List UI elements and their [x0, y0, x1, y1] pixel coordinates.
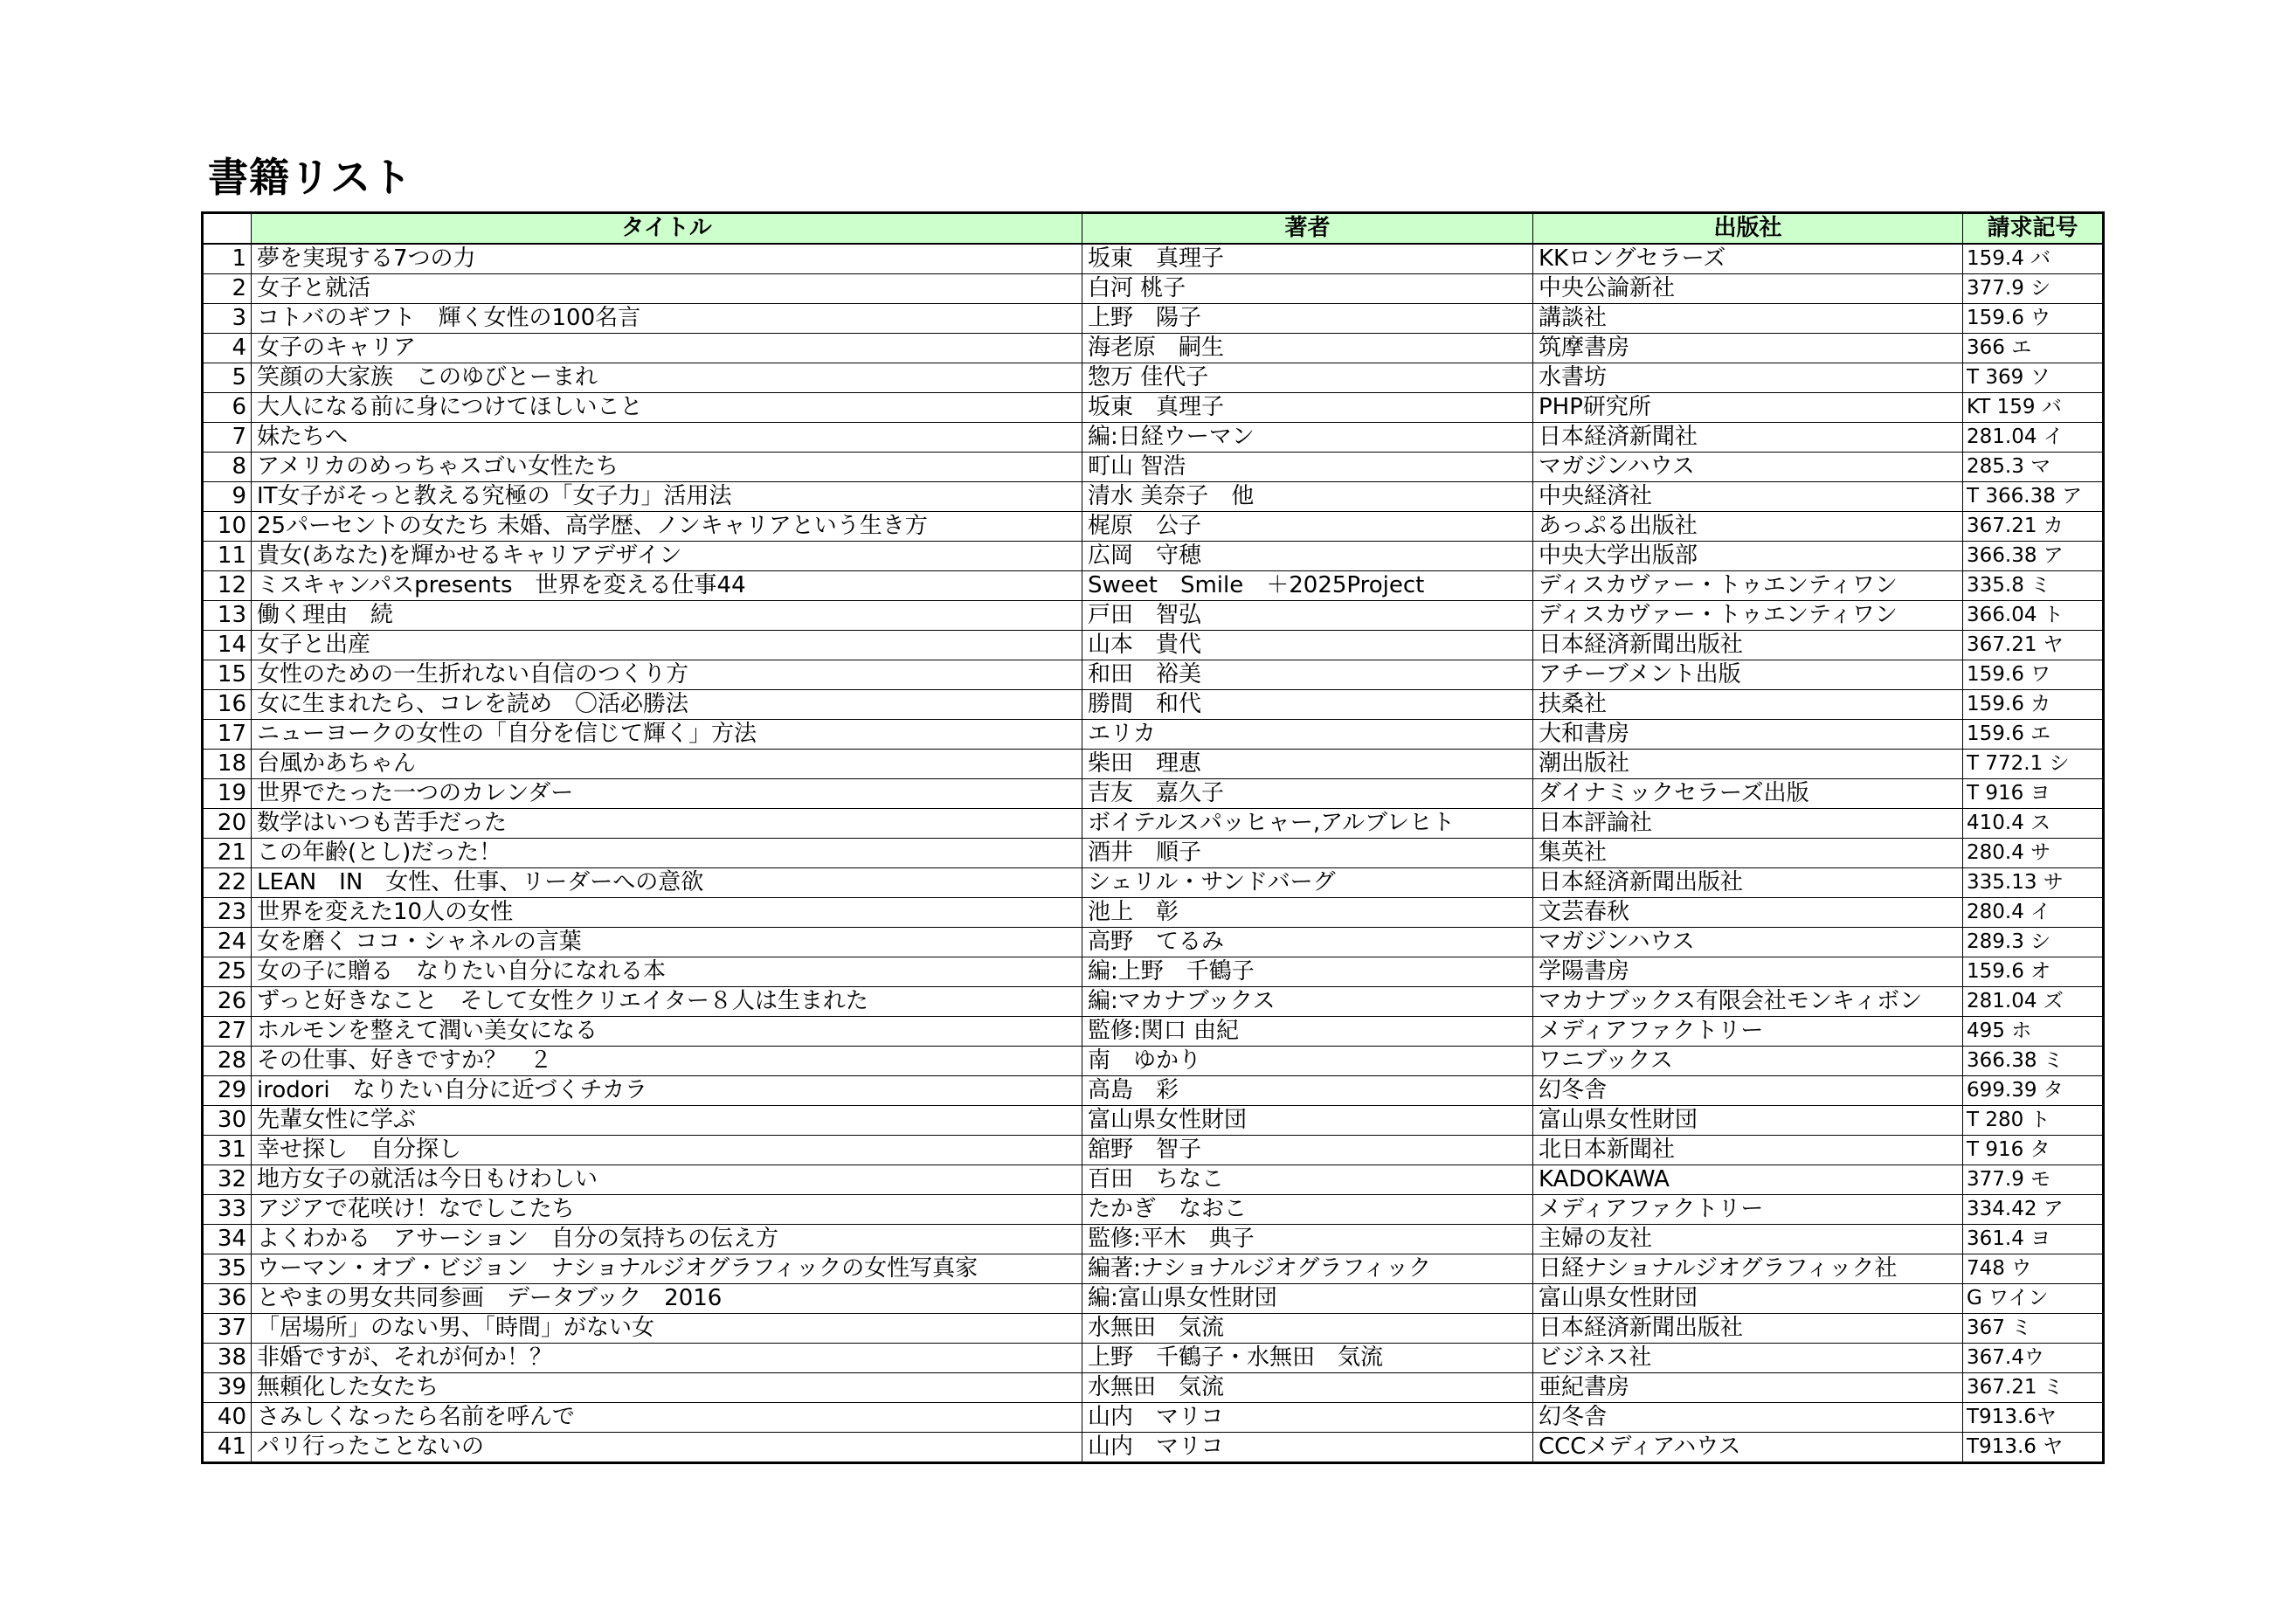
cell-publisher: 中央公論新社: [1533, 274, 1963, 304]
cell-call-number: 377.9 モ: [1963, 1165, 2104, 1195]
cell-title: 女に生まれたら、コレを読め 〇活必勝法: [252, 690, 1082, 720]
table-row: [203, 1195, 2104, 1225]
table-row: [203, 334, 2104, 363]
cell-author: 和田 裕美: [1082, 660, 1533, 690]
table-body: [203, 244, 2104, 1463]
table-row: [203, 868, 2104, 898]
table-row: [203, 779, 2104, 809]
cell-call-number: 366 エ: [1963, 334, 2104, 363]
table-row: [203, 631, 2104, 660]
cell-no: 6: [203, 393, 252, 423]
cell-no: 34: [203, 1225, 252, 1254]
cell-author: たかぎ なおこ: [1082, 1195, 1533, 1225]
cell-call-number: 367.21 ヤ: [1963, 631, 2104, 660]
table-row: [203, 1284, 2104, 1314]
table-row: [203, 571, 2104, 601]
cell-call-number: 159.4 バ: [1963, 244, 2104, 274]
cell-title: アジアで花咲け！なでしこたち: [252, 1195, 1082, 1225]
cell-call-number: 495 ホ: [1963, 1017, 2104, 1047]
cell-author: 白河 桃子: [1082, 274, 1533, 304]
cell-call-number: 289.3 シ: [1963, 928, 2104, 957]
cell-title: 数学はいつも苦手だった: [252, 809, 1082, 839]
cell-no: 24: [203, 928, 252, 957]
cell-publisher: ビジネス社: [1533, 1344, 1963, 1373]
table-row: [203, 928, 2104, 957]
cell-publisher: 講談社: [1533, 304, 1963, 334]
cell-no: 20: [203, 809, 252, 839]
cell-title: IT女子がそっと教える究極の「女子力」活用法: [252, 482, 1082, 512]
cell-title: 25パーセントの女たち 未婚、高学歴、ノンキャリアという生き方: [252, 512, 1082, 542]
cell-publisher: 扶桑社: [1533, 690, 1963, 720]
cell-title: アメリカのめっちゃスゴい女性たち: [252, 453, 1082, 482]
cell-publisher: KKロングセラーズ: [1533, 244, 1963, 274]
cell-publisher: KADOKAWA: [1533, 1165, 1963, 1195]
cell-title: 世界を変えた10人の女性: [252, 898, 1082, 928]
cell-call-number: 748 ウ: [1963, 1254, 2104, 1284]
cell-no: 29: [203, 1076, 252, 1106]
cell-title: さみしくなったら名前を呼んで: [252, 1403, 1082, 1433]
header-publisher: 出版社: [1533, 213, 1963, 245]
cell-author: 百田 ちなこ: [1082, 1165, 1533, 1195]
cell-call-number: 366.38 ミ: [1963, 1047, 2104, 1076]
cell-call-number: 159.6 ワ: [1963, 660, 2104, 690]
cell-author: 惣万 佳代子: [1082, 363, 1533, 393]
cell-author: 編:マカナブックス: [1082, 987, 1533, 1017]
cell-publisher: 大和書房: [1533, 720, 1963, 750]
header-call-number: 請求記号: [1963, 213, 2104, 245]
table-row: [203, 660, 2104, 690]
cell-call-number: 285.3 マ: [1963, 453, 2104, 482]
cell-title: 貴女(あなた)を輝かせるキャリアデザイン: [252, 542, 1082, 571]
cell-title: 妹たちへ: [252, 423, 1082, 453]
cell-no: 13: [203, 601, 252, 631]
cell-publisher: 幻冬舎: [1533, 1403, 1963, 1433]
table-row: [203, 1076, 2104, 1106]
cell-no: 19: [203, 779, 252, 809]
cell-title: 女子と出産: [252, 631, 1082, 660]
header-author: 著者: [1082, 213, 1533, 245]
cell-publisher: 富山県女性財団: [1533, 1284, 1963, 1314]
cell-title: LEAN IN 女性、仕事、リーダーへの意欲: [252, 868, 1082, 898]
cell-publisher: PHP研究所: [1533, 393, 1963, 423]
cell-no: 32: [203, 1165, 252, 1195]
cell-author: 海老原 嗣生: [1082, 334, 1533, 363]
cell-author: 南 ゆかり: [1082, 1047, 1533, 1076]
cell-no: 31: [203, 1136, 252, 1165]
table-row: [203, 1314, 2104, 1344]
cell-title: 女子のキャリア: [252, 334, 1082, 363]
cell-author: 編著:ナショナルジオグラフィック: [1082, 1254, 1533, 1284]
table-row: [203, 512, 2104, 542]
cell-call-number: 366.04 ト: [1963, 601, 2104, 631]
cell-call-number: 281.04 イ: [1963, 423, 2104, 453]
cell-author: 舘野 智子: [1082, 1136, 1533, 1165]
cell-call-number: 410.4 ス: [1963, 809, 2104, 839]
table-row: [203, 304, 2104, 334]
cell-no: 21: [203, 839, 252, 868]
table-row: [203, 987, 2104, 1017]
cell-author: 吉友 嘉久子: [1082, 779, 1533, 809]
cell-no: 18: [203, 750, 252, 779]
table-row: [203, 601, 2104, 631]
cell-no: 5: [203, 363, 252, 393]
cell-publisher: 筑摩書房: [1533, 334, 1963, 363]
cell-title: 先輩女性に学ぶ: [252, 1106, 1082, 1136]
cell-no: 7: [203, 423, 252, 453]
table-row: [203, 720, 2104, 750]
cell-publisher: 主婦の友社: [1533, 1225, 1963, 1254]
table-row: [203, 1047, 2104, 1076]
table-row: [203, 750, 2104, 779]
table-row: [203, 1017, 2104, 1047]
cell-call-number: 367 ミ: [1963, 1314, 2104, 1344]
cell-title: 台風かあちゃん: [252, 750, 1082, 779]
cell-no: 1: [203, 244, 252, 274]
table-row: [203, 423, 2104, 453]
cell-call-number: T 916 ヨ: [1963, 779, 2104, 809]
cell-call-number: T 916 タ: [1963, 1136, 2104, 1165]
cell-no: 8: [203, 453, 252, 482]
cell-title: 女を磨く ココ・シャネルの言葉: [252, 928, 1082, 957]
cell-publisher: 中央経済社: [1533, 482, 1963, 512]
cell-title: 女子と就活: [252, 274, 1082, 304]
table-row: [203, 393, 2104, 423]
cell-author: 池上 彰: [1082, 898, 1533, 928]
cell-author: 編:上野 千鶴子: [1082, 957, 1533, 987]
table-row: [203, 1106, 2104, 1136]
cell-title: よくわかる アサーション 自分の気持ちの伝え方: [252, 1225, 1082, 1254]
cell-call-number: 335.13 サ: [1963, 868, 2104, 898]
cell-no: 14: [203, 631, 252, 660]
cell-no: 25: [203, 957, 252, 987]
cell-title: 笑顔の大家族 このゆびとーまれ: [252, 363, 1082, 393]
cell-author: 監修:関口 由紀: [1082, 1017, 1533, 1047]
cell-call-number: T 369 ソ: [1963, 363, 2104, 393]
cell-author: シェリル・サンドバーグ: [1082, 868, 1533, 898]
cell-no: 39: [203, 1373, 252, 1403]
cell-title: パリ行ったことないの: [252, 1433, 1082, 1463]
cell-author: 酒井 順子: [1082, 839, 1533, 868]
cell-title: ニューヨークの女性の「自分を信じて輝く」方法: [252, 720, 1082, 750]
cell-call-number: 280.4 サ: [1963, 839, 2104, 868]
cell-author: 高島 彩: [1082, 1076, 1533, 1106]
cell-title: 女の子に贈る なりたい自分になれる本: [252, 957, 1082, 987]
cell-title: 「居場所」のない男、「時間」がない女: [252, 1314, 1082, 1344]
cell-call-number: 159.6 カ: [1963, 690, 2104, 720]
cell-publisher: 北日本新聞社: [1533, 1136, 1963, 1165]
cell-publisher: マガジンハウス: [1533, 453, 1963, 482]
cell-title: コトバのギフト 輝く女性の100名言: [252, 304, 1082, 334]
cell-publisher: 日本経済新聞出版社: [1533, 631, 1963, 660]
cell-title: 大人になる前に身につけてほしいこと: [252, 393, 1082, 423]
cell-title: ホルモンを整えて潤い美女になる: [252, 1017, 1082, 1047]
table-row: [203, 690, 2104, 720]
cell-publisher: ワニブックス: [1533, 1047, 1963, 1076]
cell-title: 世界でたった一つのカレンダー: [252, 779, 1082, 809]
cell-publisher: ディスカヴァー・トゥエンティワン: [1533, 601, 1963, 631]
cell-no: 23: [203, 898, 252, 928]
table-row: [203, 1344, 2104, 1373]
cell-no: 10: [203, 512, 252, 542]
cell-title: その仕事、好きですか？ ２: [252, 1047, 1082, 1076]
cell-author: 町山 智浩: [1082, 453, 1533, 482]
cell-author: 戸田 智弘: [1082, 601, 1533, 631]
cell-call-number: 159.6 ウ: [1963, 304, 2104, 334]
cell-author: 水無田 気流: [1082, 1373, 1533, 1403]
header-no: [203, 213, 252, 245]
table-row: [203, 809, 2104, 839]
table-row: [203, 1373, 2104, 1403]
cell-publisher: マガジンハウス: [1533, 928, 1963, 957]
cell-publisher: マカナブックス有限会社モンキィボン: [1533, 987, 1963, 1017]
page-title: 書籍リスト: [208, 154, 413, 201]
cell-call-number: T 366.38 ア: [1963, 482, 2104, 512]
cell-publisher: 潮出版社: [1533, 750, 1963, 779]
cell-title: 夢を実現する7つの力: [252, 244, 1082, 274]
cell-publisher: 日本経済新聞社: [1533, 423, 1963, 453]
header-title: タイトル: [252, 213, 1082, 245]
cell-publisher: 水書坊: [1533, 363, 1963, 393]
cell-no: 16: [203, 690, 252, 720]
cell-publisher: 中央大学出版部: [1533, 542, 1963, 571]
cell-author: 柴田 理恵: [1082, 750, 1533, 779]
cell-publisher: 日本経済新聞出版社: [1533, 868, 1963, 898]
table-header: [203, 213, 2104, 245]
cell-author: エリカ: [1082, 720, 1533, 750]
table-row: [203, 244, 2104, 274]
cell-no: 17: [203, 720, 252, 750]
cell-call-number: 335.8 ミ: [1963, 571, 2104, 601]
table-row: [203, 957, 2104, 987]
cell-publisher: 集英社: [1533, 839, 1963, 868]
cell-call-number: 159.6 エ: [1963, 720, 2104, 750]
cell-author: 山本 貴代: [1082, 631, 1533, 660]
cell-call-number: T 280 ト: [1963, 1106, 2104, 1136]
cell-call-number: 367.4ウ: [1963, 1344, 2104, 1373]
cell-author: 梶原 公子: [1082, 512, 1533, 542]
table-row: [203, 1403, 2104, 1433]
cell-call-number: T 772.1 シ: [1963, 750, 2104, 779]
cell-call-number: T913.6ヤ: [1963, 1403, 2104, 1433]
cell-author: 坂東 真理子: [1082, 244, 1533, 274]
cell-call-number: 367.21 ミ: [1963, 1373, 2104, 1403]
table-row: [203, 839, 2104, 868]
table-row: [203, 274, 2104, 304]
cell-no: 15: [203, 660, 252, 690]
cell-author: 勝間 和代: [1082, 690, 1533, 720]
cell-no: 11: [203, 542, 252, 571]
cell-title: 無頼化した女たち: [252, 1373, 1082, 1403]
cell-publisher: アチーブメント出版: [1533, 660, 1963, 690]
cell-no: 37: [203, 1314, 252, 1344]
table-row: [203, 363, 2104, 393]
cell-author: 編:日経ウーマン: [1082, 423, 1533, 453]
cell-call-number: 280.4 イ: [1963, 898, 2104, 928]
cell-title: 幸せ探し 自分探し: [252, 1136, 1082, 1165]
cell-author: 水無田 気流: [1082, 1314, 1533, 1344]
cell-no: 33: [203, 1195, 252, 1225]
cell-author: 清水 美奈子 他: [1082, 482, 1533, 512]
cell-call-number: 361.4 ヨ: [1963, 1225, 2104, 1254]
cell-author: 上野 陽子: [1082, 304, 1533, 334]
cell-no: 28: [203, 1047, 252, 1076]
cell-no: 35: [203, 1254, 252, 1284]
cell-title: 非婚ですが、それが何か！？: [252, 1344, 1082, 1373]
header-row: [203, 213, 2104, 245]
table-row: [203, 542, 2104, 571]
cell-call-number: 159.6 オ: [1963, 957, 2104, 987]
cell-publisher: ダイナミックセラーズ出版: [1533, 779, 1963, 809]
cell-no: 30: [203, 1106, 252, 1136]
cell-author: 監修:平木 典子: [1082, 1225, 1533, 1254]
cell-no: 3: [203, 304, 252, 334]
table-row: [203, 453, 2104, 482]
cell-no: 38: [203, 1344, 252, 1373]
cell-publisher: 幻冬舎: [1533, 1076, 1963, 1106]
cell-author: 上野 千鶴子・水無田 気流: [1082, 1344, 1533, 1373]
cell-author: 高野 てるみ: [1082, 928, 1533, 957]
cell-author: ボイテルスパッヒャー,アルブレヒト: [1082, 809, 1533, 839]
cell-title: ずっと好きなこと そして女性クリエイター８人は生まれた: [252, 987, 1082, 1017]
cell-title: ミスキャンパスpresents 世界を変える仕事44: [252, 571, 1082, 601]
cell-author: 富山県女性財団: [1082, 1106, 1533, 1136]
cell-author: 山内 マリコ: [1082, 1433, 1533, 1463]
cell-no: 12: [203, 571, 252, 601]
cell-publisher: 亜紀書房: [1533, 1373, 1963, 1403]
cell-author: 山内 マリコ: [1082, 1403, 1533, 1433]
cell-title: ウーマン・オブ・ビジョン ナショナルジオグラフィックの女性写真家: [252, 1254, 1082, 1284]
cell-publisher: メディアファクトリー: [1533, 1017, 1963, 1047]
cell-author: 編:富山県女性財団: [1082, 1284, 1533, 1314]
cell-publisher: 学陽書房: [1533, 957, 1963, 987]
cell-call-number: T913.6 ヤ: [1963, 1433, 2104, 1463]
cell-author: 坂東 真理子: [1082, 393, 1533, 423]
cell-author: 広岡 守穂: [1082, 542, 1533, 571]
table-row: [203, 898, 2104, 928]
cell-title: 働く理由 続: [252, 601, 1082, 631]
table-row: [203, 1225, 2104, 1254]
cell-call-number: G ワイン: [1963, 1284, 2104, 1314]
table-row: [203, 482, 2104, 512]
cell-no: 26: [203, 987, 252, 1017]
cell-publisher: あっぷる出版社: [1533, 512, 1963, 542]
cell-title: 地方女子の就活は今日もけわしい: [252, 1165, 1082, 1195]
cell-no: 4: [203, 334, 252, 363]
cell-call-number: 366.38 ア: [1963, 542, 2104, 571]
cell-publisher: 日経ナショナルジオグラフィック社: [1533, 1254, 1963, 1284]
cell-publisher: 富山県女性財団: [1533, 1106, 1963, 1136]
cell-call-number: 334.42 ア: [1963, 1195, 2104, 1225]
cell-no: 27: [203, 1017, 252, 1047]
table-row: [203, 1165, 2104, 1195]
cell-title: この年齢(とし)だった！: [252, 839, 1082, 868]
table-row: [203, 1136, 2104, 1165]
cell-publisher: ディスカヴァー・トゥエンティワン: [1533, 571, 1963, 601]
book-list-table: [201, 211, 2105, 1464]
cell-publisher: 文芸春秋: [1533, 898, 1963, 928]
cell-no: 22: [203, 868, 252, 898]
cell-publisher: CCCメディアハウス: [1533, 1433, 1963, 1463]
cell-call-number: 281.04 ズ: [1963, 987, 2104, 1017]
cell-title: 女性のための一生折れない自信のつくり方: [252, 660, 1082, 690]
cell-title: とやまの男女共同参画 データブック 2016: [252, 1284, 1082, 1314]
cell-author: Sweet Smile ＋2025Project: [1082, 571, 1533, 601]
cell-call-number: 367.21 カ: [1963, 512, 2104, 542]
table-row: [203, 1254, 2104, 1284]
cell-no: 2: [203, 274, 252, 304]
cell-call-number: 699.39 タ: [1963, 1076, 2104, 1106]
cell-publisher: メディアファクトリー: [1533, 1195, 1963, 1225]
cell-no: 9: [203, 482, 252, 512]
cell-no: 40: [203, 1403, 252, 1433]
cell-call-number: 377.9 シ: [1963, 274, 2104, 304]
cell-publisher: 日本評論社: [1533, 809, 1963, 839]
cell-title: irodori なりたい自分に近づくチカラ: [252, 1076, 1082, 1106]
cell-no: 36: [203, 1284, 252, 1314]
cell-publisher: 日本経済新聞出版社: [1533, 1314, 1963, 1344]
table-row: [203, 1433, 2104, 1463]
cell-no: 41: [203, 1433, 252, 1463]
cell-call-number: KT 159 バ: [1963, 393, 2104, 423]
